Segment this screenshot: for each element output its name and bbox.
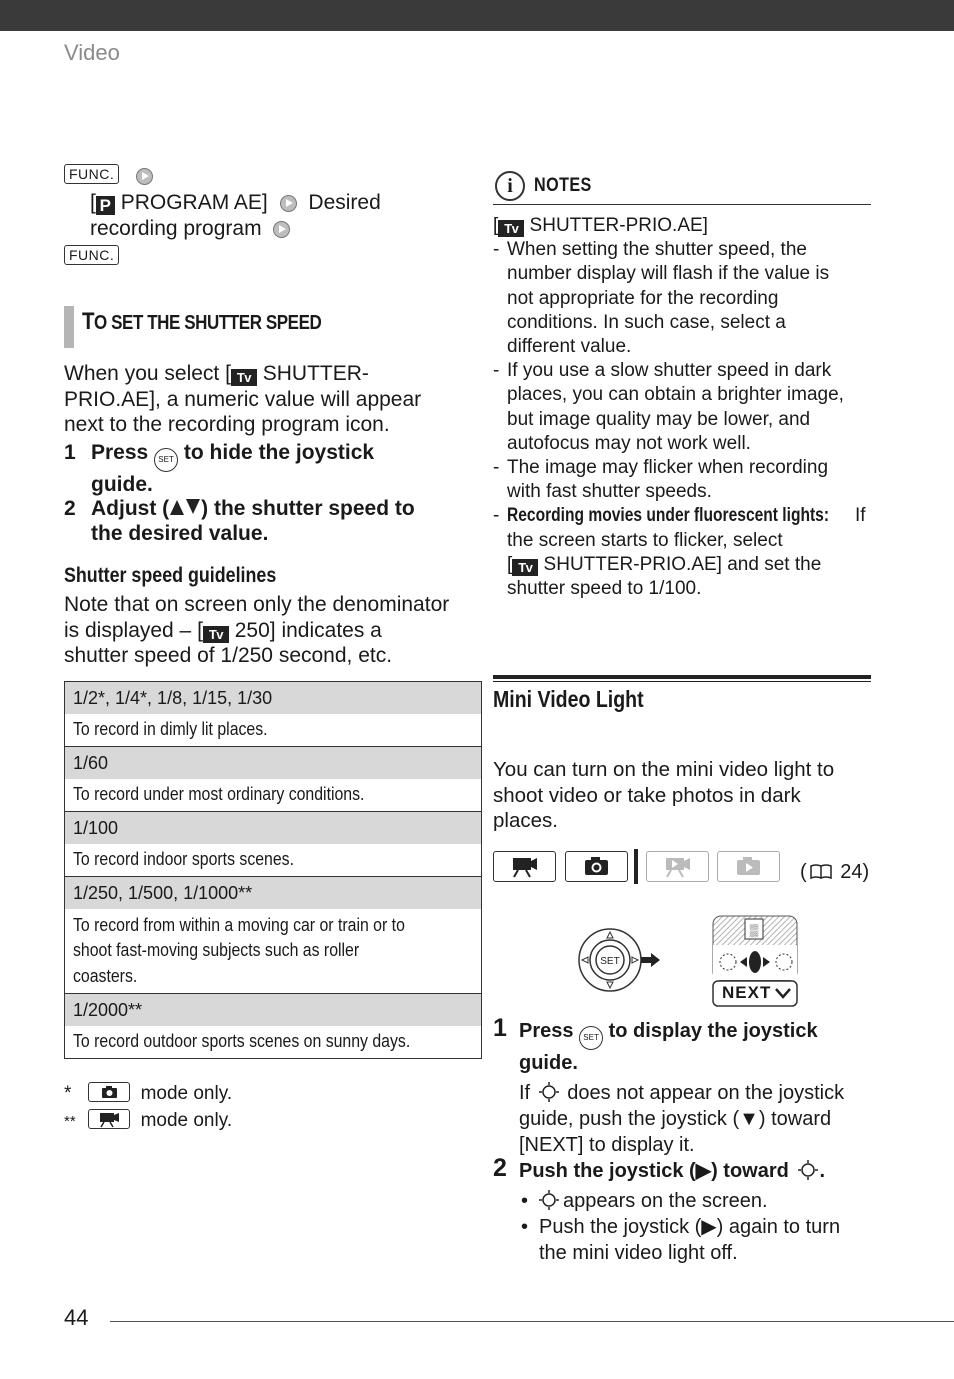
table-row: [65, 682, 482, 715]
speed-cell: 1/60: [65, 747, 482, 780]
intro-text: PRIO.AE], a numeric value will appear: [64, 387, 422, 411]
tv-mode-icon: Tv: [512, 559, 538, 576]
footnote-video: [64, 1109, 232, 1132]
note-line: number display will flash if the value is: [507, 263, 830, 285]
note-line: conditions. In such case, select a: [507, 311, 786, 333]
camera-mode-icon: [565, 851, 628, 882]
program-ae-label: PROGRAM AE]: [120, 191, 268, 214]
note-item: [493, 238, 878, 359]
note-line: with fast shutter speeds.: [507, 481, 712, 503]
footnote-text: mode only.: [140, 1110, 233, 1131]
guidelines-line: 250] indicates a: [228, 618, 382, 642]
note-line: SHUTTER-PRIO.AE] and set the: [538, 553, 822, 575]
guidelines-title: Shutter speed guidelines: [64, 564, 277, 587]
note-line: not appropriate for the recording: [507, 287, 779, 309]
footer-rule: [110, 1321, 954, 1322]
step-text: ) the shutter speed to: [201, 497, 415, 520]
step-text: [NEXT] to display it.: [519, 1134, 695, 1156]
note-line: the screen starts to flicker, select: [507, 529, 783, 551]
chevron-down-icon: [775, 987, 791, 999]
speed-cell: 1/2000**: [65, 994, 482, 1027]
joystick-guide: [712, 915, 798, 1007]
photo-playback-mode-icon: [717, 851, 780, 882]
shutter-step-1: [64, 440, 449, 497]
light-icon: [798, 1160, 818, 1180]
video-mode-icon: [493, 851, 556, 882]
step-text: guide.: [519, 1052, 578, 1074]
step-text: Adjust (: [91, 497, 170, 520]
arrow-right-icon: [273, 221, 290, 238]
tv-mode-icon: Tv: [203, 626, 229, 643]
page-number: 44: [64, 1305, 89, 1330]
table-row: [65, 1026, 482, 1059]
intro-text: next to the recording program icon.: [64, 413, 390, 436]
up-down-arrows-icon: [169, 498, 201, 516]
page-reference[interactable]: ( 24): [800, 861, 870, 883]
step-number: 2: [493, 1154, 507, 1182]
condition-cell: [65, 909, 482, 994]
table-row: [65, 909, 482, 994]
guidelines-line: Note that on screen only the denominator: [64, 593, 450, 616]
intro-line: You can turn on the mini video light to: [493, 758, 835, 781]
footnote-text: mode only.: [140, 1083, 233, 1104]
table-row: [65, 877, 482, 910]
tv-mode-icon: Tv: [231, 369, 257, 386]
func-button-icon: FUNC.: [64, 164, 119, 184]
notes-heading: [493, 214, 878, 238]
heading-bar: [64, 306, 74, 348]
desired-label: Desired: [308, 191, 381, 214]
step-text: the desired value.: [91, 522, 269, 545]
intro-line: places.: [493, 809, 558, 832]
mvl-step-2: 2 Push the joystick (▶) toward . • appears on the screen. • Push the joystick (▶) again to turn the mini video light off.: [493, 1158, 878, 1266]
camera-mode-icon: [88, 1082, 130, 1102]
menu-program-line: [90, 190, 381, 216]
speed-cell: 1/100: [65, 812, 482, 845]
note-line: If you use a slow shutter speed in dark: [507, 360, 832, 382]
section-label: Video: [64, 40, 120, 65]
note-line: but image quality may be lower, and: [507, 408, 811, 430]
note-line: If: [849, 505, 866, 527]
condition-text: To record under most ordinary conditions.: [73, 784, 365, 805]
recording-program-label: recording program: [90, 217, 262, 240]
step-text: guide.: [91, 473, 153, 496]
shutter-speed-table: [64, 681, 482, 1059]
step-text: Press: [519, 1020, 574, 1042]
func-button-icon: FUNC.: [64, 245, 119, 265]
note-line: [: [507, 553, 513, 575]
notes-heading-text: [: [493, 215, 499, 236]
table-row: [65, 994, 482, 1027]
note-line: autofocus may not work well.: [507, 432, 751, 454]
info-icon: i: [495, 171, 525, 201]
svg-text:▒: ▒: [749, 923, 759, 937]
joystick-icon: [578, 927, 662, 993]
footnote-photo: [64, 1082, 232, 1105]
note-dash: -: [493, 505, 500, 527]
tv-mode-icon: Tv: [498, 220, 524, 237]
table-row: [65, 844, 482, 877]
heading-rest: O SET THE SHUTTER SPEED: [94, 312, 322, 334]
notes-header: [493, 170, 871, 205]
bullet-text: • Push the joystick (▶) again to turn: [539, 1216, 841, 1238]
intro-text: When you select [: [64, 362, 231, 385]
bracket: [: [90, 191, 96, 214]
step-text: does not appear on the joystick: [567, 1082, 845, 1104]
top-bar: [0, 0, 954, 31]
condition-text: To record in dimly lit places.: [73, 719, 268, 740]
video-mode-icon: [88, 1109, 130, 1129]
step-text: to hide the joystick: [183, 441, 375, 464]
light-icon: [539, 1190, 559, 1210]
guidelines-text: [64, 592, 449, 669]
arrow-right-icon: [280, 195, 297, 212]
footnote-mark: *: [64, 1083, 72, 1104]
video-playback-mode-icon: [646, 851, 709, 882]
note-item: [493, 456, 878, 504]
set-button-icon: SET: [154, 448, 178, 472]
step-text: guide, push the joystick (▼) toward: [519, 1108, 832, 1130]
note-line: different value.: [507, 336, 632, 358]
section-rule: [493, 675, 871, 679]
notes-content: [493, 214, 878, 601]
condition-cell: [65, 779, 482, 812]
guidelines-line: is displayed – [: [64, 618, 203, 642]
table-row: [65, 747, 482, 780]
program-ae-icon: P: [96, 196, 115, 215]
bullet-item: [519, 1188, 878, 1214]
book-icon: [809, 863, 833, 881]
arrow-right-icon: [136, 168, 153, 185]
note-line: The image may flicker when recording: [507, 457, 829, 479]
step-number: 1: [64, 441, 76, 464]
heading-first-letter: T: [82, 308, 95, 335]
step-text: Push the joystick (▶) toward: [519, 1160, 789, 1182]
svg-text:SET: SET: [600, 956, 620, 967]
shutter-step-2: [64, 496, 449, 546]
speed-cell: 1/2*, 1/4*, 1/8, 1/15, 1/30: [65, 682, 482, 715]
footnote-mark: **: [64, 1113, 76, 1130]
intro-line: shoot video or take photos in dark: [493, 783, 801, 807]
notes-label: NOTES: [534, 175, 592, 196]
mvl-step-1: [493, 1014, 878, 1158]
step-text: If: [519, 1082, 531, 1104]
condition-text: To record indoor sports scenes.: [73, 849, 294, 870]
next-label: NEXT: [722, 983, 772, 1002]
note-bold: Recording movies under fluorescent lights:: [507, 505, 830, 527]
step-text: Press: [91, 441, 149, 464]
bullet-item: [519, 1214, 878, 1266]
note-item: [493, 359, 878, 456]
notes-heading-text: SHUTTER-PRIO.AE]: [524, 215, 708, 236]
bullet-text: appears on the screen.: [563, 1190, 768, 1212]
condition-cell: [65, 714, 482, 747]
mode-divider: [634, 849, 638, 884]
mvl-intro: [493, 757, 878, 834]
intro-text: SHUTTER-: [256, 362, 369, 385]
speed-cell: 1/250, 1/500, 1/1000**: [65, 877, 482, 910]
note-dash: -: [493, 457, 500, 479]
light-icon: [539, 1082, 559, 1102]
condition-cell: [65, 1026, 482, 1059]
section-rule: [493, 681, 871, 682]
note-line: shutter speed to 1/100.: [507, 578, 702, 600]
shutter-speed-heading: [64, 306, 444, 348]
step-number: 1: [493, 1014, 507, 1042]
mini-video-light-title: Mini Video Light: [493, 686, 644, 712]
condition-text: To record from within a moving car or train or to shoot fast-moving subjects such as roller coasters.: [73, 914, 405, 986]
step-number: 2: [64, 497, 76, 520]
table-row: [65, 812, 482, 845]
note-item-fluorescent: [493, 504, 878, 601]
step-text: to display the joystick: [608, 1020, 818, 1042]
set-button-icon: SET: [579, 1026, 603, 1050]
condition-text: To record outdoor sports scenes on sunny days.: [73, 1031, 411, 1052]
note-line: When setting the shutter speed, the: [507, 239, 807, 261]
note-dash: -: [493, 239, 500, 261]
table-row: [65, 779, 482, 812]
condition-cell: [65, 844, 482, 877]
menu-recording-line: [90, 216, 290, 242]
page-ref-number: 24: [840, 861, 863, 883]
table-row: [65, 714, 482, 747]
guidelines-line: shutter speed of 1/250 second, etc.: [64, 644, 393, 667]
note-line: places, you can obtain a brighter image,: [507, 384, 844, 406]
shutter-intro: [64, 361, 449, 438]
bullet-text: the mini video light off.: [539, 1242, 738, 1264]
note-dash: -: [493, 360, 500, 382]
